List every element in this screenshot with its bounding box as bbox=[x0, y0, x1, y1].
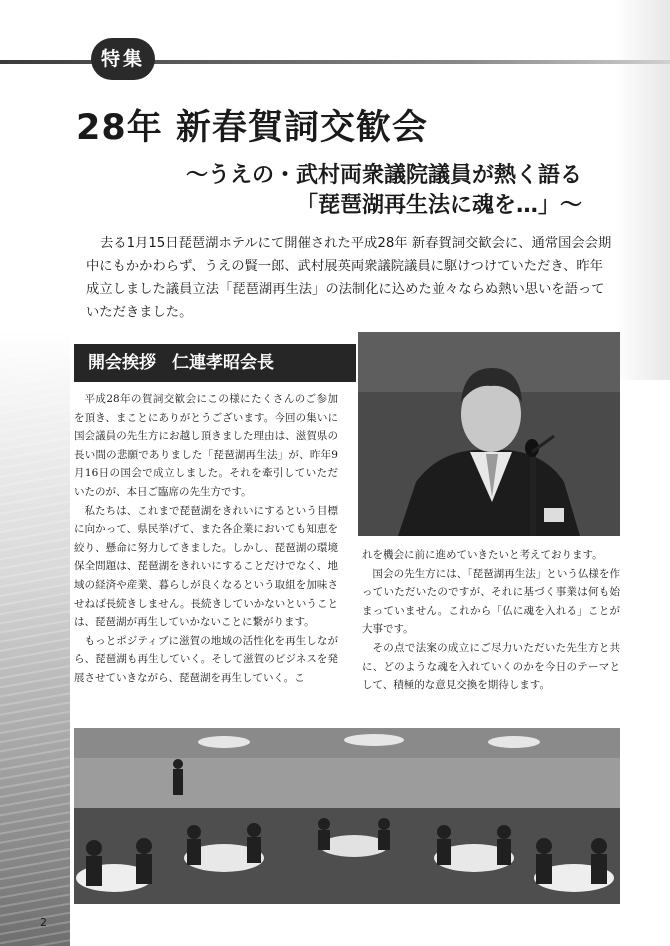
page-right-gradient bbox=[615, 0, 670, 380]
body-paragraph: 私たちは、これまで琵琶湖をきれいにするという目標に向かって、県民挙げて、また各企業においても知恵を絞り、懸命に努力してきました。しかし、琵琶湖の環境保全問題は、琵琶湖をきれいにすることだけでなく、地域の経済や産業、暮らしが良くなるという取組を加味させねば長続きしません。長続きしていかないということは、琵琶湖が再生していかないことに繋がります。 bbox=[74, 504, 338, 629]
subtitle-line-1: ～うえの・武村両衆議院議員が熱く語る bbox=[185, 163, 582, 188]
feature-badge: 特集 bbox=[91, 38, 155, 80]
section-heading bbox=[74, 344, 356, 382]
section-speaker-name: 仁連孝昭会長 bbox=[172, 353, 274, 373]
body-column-right bbox=[362, 546, 620, 695]
speaker-photo-illustration bbox=[358, 332, 620, 536]
body-paragraph: 平成28年の賀詞交歓会にこの様にたくさんのご参加を頂き、まことにありがとうございます。今回の集いに国会議員の先生方にお越し頂きました理由は、滋賀県の長い間の悲願でありました「琵琶湖再生法」が、昨年9月16日の国会で成立しました。それを牽引していただいたのが、本日ご臨席の先生方です。 bbox=[74, 393, 338, 498]
subtitle-line-2: 「琵琶湖再生法に魂を…」～ bbox=[295, 193, 582, 218]
body-paragraph: 国会の先生方には、「琵琶湖再生法」という仏様を作っていただいたのですが、それに基づく事業は何も始まっていません。これから「仏に魂を入れる」ことが大事です。 bbox=[362, 567, 620, 636]
page-side-gradient bbox=[0, 330, 70, 946]
body-paragraph: もっとポジティブに滋賀の地域の活性化を再生しながら、琵琶湖も再生していく。そして滋賀のビジネスを発展させていきながら、琵琶湖を再生していく。こ bbox=[74, 634, 338, 684]
page-number: 2 bbox=[40, 916, 47, 929]
lead-paragraph: 去る1月15日琵琶湖ホテルにて開催された平成28年 新春賀詞交歓会に、通常国会会期中にもかかわらず、うえの賢一郎、武村展英両衆議院議員に駆けつけていただき、昨年成立しました議員立法「琵琶湖再生法」の法制化に込めた並々ならぬ熱い思いを語っていただきました。 bbox=[86, 236, 612, 320]
banquet-hall-photo bbox=[74, 728, 620, 904]
body-paragraph: その点で法案の成立にご尽力いただいた先生方と共に、どのような魂を入れていくのかを今日のテーマとして、積極的な意見交換を期待します。 bbox=[362, 641, 620, 692]
banquet-hall-illustration bbox=[74, 728, 620, 904]
section-label: 開会挨拶 bbox=[88, 353, 156, 373]
page-title: 28年 新春賀詞交歓会 bbox=[76, 108, 428, 148]
speaker-photo bbox=[358, 332, 620, 536]
water-texture bbox=[0, 330, 70, 946]
body-column-left bbox=[74, 390, 338, 688]
body-paragraph: れを機会に前に進めていきたいと考えております。 bbox=[362, 549, 603, 561]
